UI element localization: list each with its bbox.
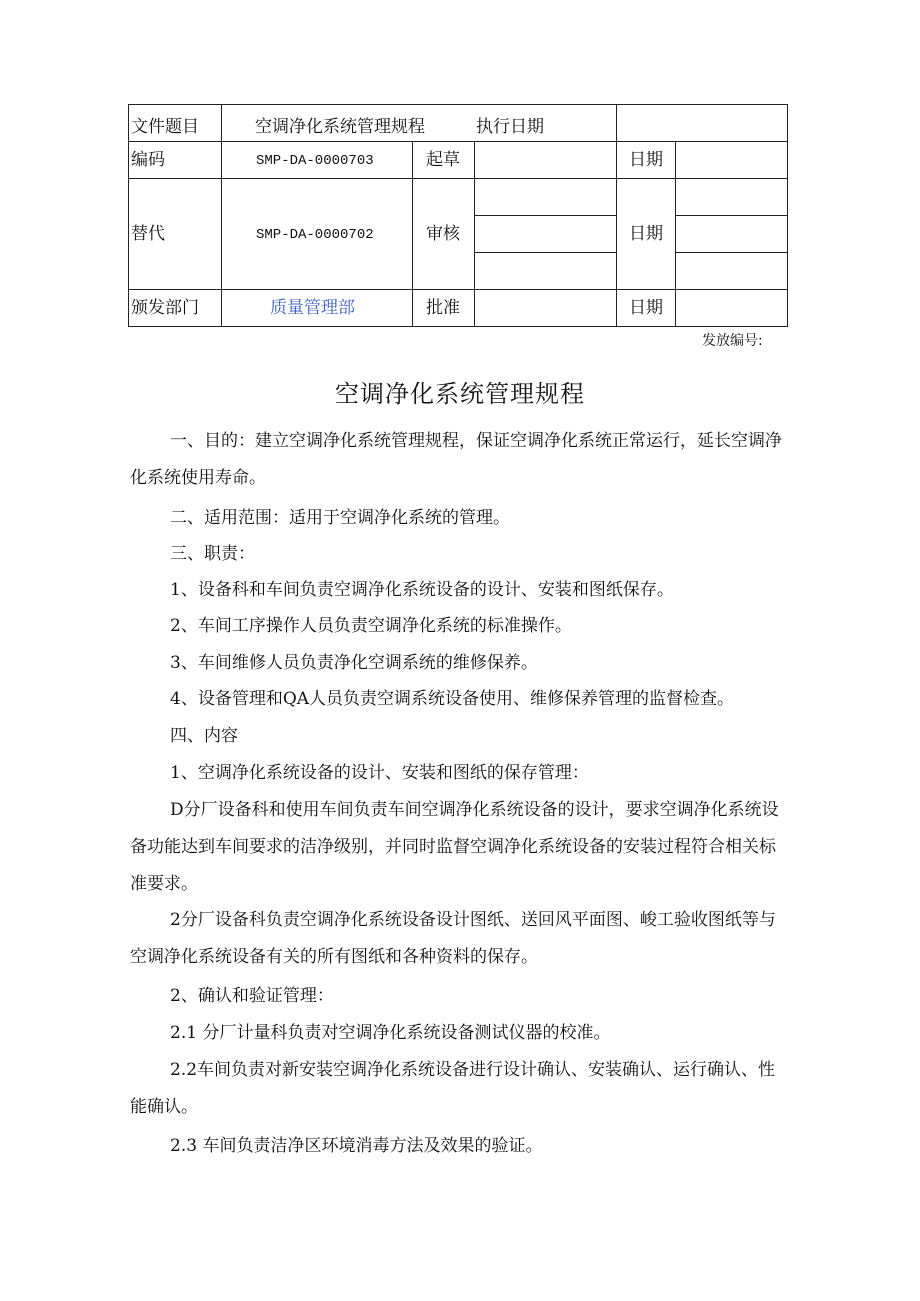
review-date-label: 日期 bbox=[629, 224, 663, 244]
review-label: 审核 bbox=[426, 224, 460, 244]
table-line bbox=[616, 104, 617, 327]
paragraph-content-heading: 四、内容 bbox=[170, 726, 238, 746]
replace-label: 替代 bbox=[131, 224, 165, 244]
table-line bbox=[221, 104, 222, 327]
dept-value: 质量管理部 bbox=[270, 298, 355, 318]
table-line bbox=[128, 326, 788, 327]
table-line bbox=[474, 215, 616, 216]
paragraph-validation-1: 2.1 分厂计量科负责对空调净化系统设备测试仪器的校准。 bbox=[170, 1023, 611, 1043]
table-line bbox=[128, 141, 788, 142]
paragraph-duties-heading: 三、职责： bbox=[170, 544, 255, 564]
paragraph-validation-heading: 2、确认和验证管理： bbox=[170, 986, 334, 1006]
replace-value: SMP-DA-0000702 bbox=[256, 227, 374, 243]
code-label: 编码 bbox=[131, 150, 165, 170]
file-title-value: 空调净化系统管理规程 bbox=[255, 117, 425, 137]
code-value: SMP-DA-0000703 bbox=[256, 153, 374, 169]
paragraph-design-1: D分厂设备科和使用车间负责车间空调净化系统设备的设计，要求空调净化系统设备功能达到车间要求的洁净级别，并同时监督空调净化系统设备的安装过程符合相关标准要求。 bbox=[130, 800, 779, 894]
paragraph-purpose: 一、目的：建立空调净化系统管理规程，保证空调净化系统正常运行，延长空调净化系统使用寿命。 bbox=[130, 431, 782, 488]
table-line bbox=[675, 141, 676, 327]
table-line bbox=[675, 215, 788, 216]
paragraph-validation-2: 2.2车间负责对新安装空调净化系统设备进行设计确认、安装确认、运行确认、性能确认。 bbox=[130, 1060, 776, 1117]
table-line bbox=[474, 252, 616, 253]
exec-date-label: 执行日期 bbox=[476, 117, 544, 137]
dept-label: 颁发部门 bbox=[131, 298, 199, 318]
approve-date-label: 日期 bbox=[629, 298, 663, 318]
paragraph-validation-3: 2.3 车间负责洁净区环境消毒方法及效果的验证。 bbox=[170, 1136, 543, 1156]
paragraph-design-2: 2分厂设备科负责空调净化系统设备设计图纸、送回风平面图、峻工验收图纸等与空调净化系统设备有关的所有图纸和各种资料的保存。 bbox=[130, 910, 776, 967]
paragraph-duty-1: 1、设备科和车间负责空调净化系统设备的设计、安装和图纸保存。 bbox=[170, 580, 674, 600]
paragraph-design-heading: 1、空调净化系统设备的设计、安装和图纸的保存管理： bbox=[170, 763, 589, 783]
draft-label: 起草 bbox=[426, 150, 460, 170]
paragraph-duty-3: 3、车间维修人员负责净化空调系统的维修保养。 bbox=[170, 653, 538, 673]
document-title: 空调净化系统管理规程 bbox=[335, 380, 585, 408]
table-line bbox=[128, 289, 788, 290]
paragraph-duty-2: 2、车间工序操作人员负责空调净化系统的标准操作。 bbox=[170, 616, 572, 636]
table-line bbox=[675, 252, 788, 253]
paragraph-scope: 二、适用范围：适用于空调净化系统的管理。 bbox=[170, 508, 510, 528]
draft-date-label: 日期 bbox=[629, 150, 663, 170]
table-line bbox=[474, 141, 475, 327]
table-line bbox=[128, 104, 788, 105]
table-line bbox=[128, 104, 129, 327]
issue-number-label: 发放编号: bbox=[702, 333, 763, 349]
paragraph-duty-4: 4、设备管理和QA人员负责空调系统设备使用、维修保养管理的监督检查。 bbox=[170, 689, 735, 709]
approve-label: 批准 bbox=[426, 298, 460, 318]
table-line bbox=[412, 141, 413, 327]
table-line bbox=[128, 178, 788, 179]
file-title-label: 文件题目 bbox=[131, 117, 199, 137]
table-line bbox=[787, 104, 788, 327]
